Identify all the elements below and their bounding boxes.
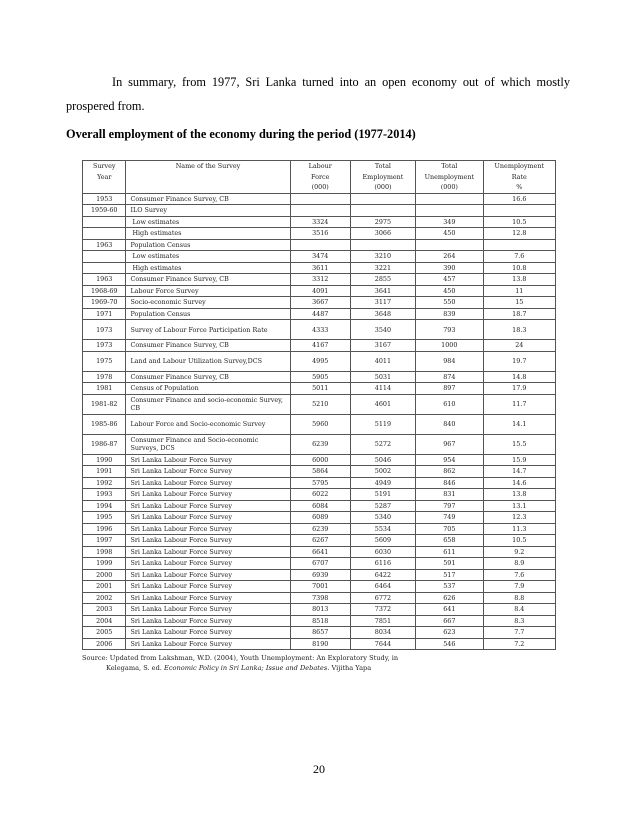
- rate-cell: 18.7: [483, 308, 555, 320]
- survey-name-cell: Sri Lanka Labour Force Survey: [126, 558, 290, 570]
- source-book-title: Economic Policy in Sri Lanka; Issue and Debates.: [164, 664, 330, 672]
- table-row: [83, 615, 556, 627]
- table-row: [83, 627, 556, 639]
- table-row: [83, 239, 556, 251]
- rate-cell: 13.8: [483, 274, 555, 286]
- survey-name-cell: Sri Lanka Labour Force Survey: [126, 466, 290, 478]
- rate-cell: 17.9: [483, 383, 555, 395]
- year-cell: 1973: [83, 320, 126, 340]
- survey-name-cell: Population Census: [126, 308, 290, 320]
- rate-cell: 8.8: [483, 592, 555, 604]
- unemployment-cell: 897: [416, 383, 484, 395]
- employment-cell: 8034: [350, 627, 415, 639]
- table-row: [83, 193, 556, 205]
- labour-force-cell: 5960: [290, 414, 350, 434]
- labour-force-cell: 8518: [290, 615, 350, 627]
- header-cell: Year: [83, 172, 126, 183]
- year-cell: 1981-82: [83, 394, 126, 414]
- unemployment-cell: [416, 205, 484, 217]
- year-cell: 1999: [83, 558, 126, 570]
- rate-cell: 9.2: [483, 546, 555, 558]
- rate-cell: 10.5: [483, 535, 555, 547]
- unemployment-cell: 846: [416, 477, 484, 489]
- paragraph-line-2: prospered from.: [66, 99, 145, 113]
- employment-cell: 5119: [350, 414, 415, 434]
- table-row: [83, 351, 556, 371]
- survey-name-cell: Consumer Finance Survey, CB: [126, 274, 290, 286]
- unemployment-cell: 862: [416, 466, 484, 478]
- labour-force-cell: 6939: [290, 569, 350, 581]
- unemployment-cell: 349: [416, 216, 484, 228]
- unemployment-cell: 546: [416, 638, 484, 650]
- header-cell: Survey: [83, 161, 126, 172]
- labour-force-cell: 6000: [290, 454, 350, 466]
- source-editor: Kelegama, S. ed.: [106, 664, 162, 672]
- year-cell: 2002: [83, 592, 126, 604]
- unemployment-cell: 537: [416, 581, 484, 593]
- labour-force-cell: 5905: [290, 371, 350, 383]
- survey-name-cell: Consumer Finance and socio-economic Survey, CB: [126, 394, 290, 414]
- unemployment-cell: 623: [416, 627, 484, 639]
- survey-name-cell: Sri Lanka Labour Force Survey: [126, 546, 290, 558]
- employment-cell: 7851: [350, 615, 415, 627]
- rate-cell: 18.3: [483, 320, 555, 340]
- employment-table: [82, 160, 556, 650]
- rate-cell: 19.7: [483, 351, 555, 371]
- labour-force-cell: 5210: [290, 394, 350, 414]
- source-prefix: Source: Updated from Lakshman, W.D. (2004), Youth Unemployment: An Exploratory Study, in: [82, 654, 399, 662]
- table-row: [83, 228, 556, 240]
- labour-force-cell: 3667: [290, 297, 350, 309]
- survey-name-cell: Sri Lanka Labour Force Survey: [126, 627, 290, 639]
- summary-paragraph: [66, 70, 570, 118]
- rate-cell: 7.9: [483, 581, 555, 593]
- year-cell: 1991: [83, 466, 126, 478]
- year-cell: 1992: [83, 477, 126, 489]
- year-cell: 1986-87: [83, 434, 126, 454]
- survey-name-cell: High estimates: [126, 228, 290, 240]
- rate-cell: 15.5: [483, 434, 555, 454]
- survey-name-cell: Socio-economic Survey: [126, 297, 290, 309]
- table-row: [83, 512, 556, 524]
- unemployment-cell: 591: [416, 558, 484, 570]
- unemployment-cell: 797: [416, 500, 484, 512]
- employment-cell: 5031: [350, 371, 415, 383]
- table-row: [83, 262, 556, 274]
- header-cell: (000): [416, 182, 484, 193]
- employment-cell: 5272: [350, 434, 415, 454]
- labour-force-cell: 4487: [290, 308, 350, 320]
- survey-name-cell: High estimates: [126, 262, 290, 274]
- year-cell: 2000: [83, 569, 126, 581]
- year-cell: 1998: [83, 546, 126, 558]
- survey-name-cell: Sri Lanka Labour Force Survey: [126, 638, 290, 650]
- table-row: [83, 371, 556, 383]
- unemployment-cell: 641: [416, 604, 484, 616]
- employment-cell: 4114: [350, 383, 415, 395]
- page-number: 20: [313, 762, 325, 776]
- table-row: [83, 489, 556, 501]
- unemployment-cell: 831: [416, 489, 484, 501]
- survey-name-cell: Population Census: [126, 239, 290, 251]
- rate-cell: 15: [483, 297, 555, 309]
- unemployment-cell: 457: [416, 274, 484, 286]
- labour-force-cell: 4995: [290, 351, 350, 371]
- table-row: [83, 216, 556, 228]
- labour-force-cell: 3516: [290, 228, 350, 240]
- employment-cell: 6116: [350, 558, 415, 570]
- year-cell: [83, 228, 126, 240]
- rate-cell: 11: [483, 285, 555, 297]
- rate-cell: 7.2: [483, 638, 555, 650]
- unemployment-cell: 658: [416, 535, 484, 547]
- header-cell: Unemployment: [483, 161, 555, 172]
- survey-name-cell: Low estimates: [126, 216, 290, 228]
- year-cell: 1975: [83, 351, 126, 371]
- unemployment-cell: 1000: [416, 340, 484, 352]
- year-cell: 2001: [83, 581, 126, 593]
- rate-cell: 14.8: [483, 371, 555, 383]
- table-row: [83, 308, 556, 320]
- year-cell: 2006: [83, 638, 126, 650]
- unemployment-cell: 840: [416, 414, 484, 434]
- year-cell: 1997: [83, 535, 126, 547]
- rate-cell: [483, 239, 555, 251]
- table-row: [83, 434, 556, 454]
- rate-cell: 14.7: [483, 466, 555, 478]
- table-source-note: [82, 653, 556, 673]
- unemployment-cell: [416, 239, 484, 251]
- employment-cell: 3066: [350, 228, 415, 240]
- table-row: [83, 454, 556, 466]
- rate-cell: 8.9: [483, 558, 555, 570]
- unemployment-cell: 705: [416, 523, 484, 535]
- year-cell: [83, 251, 126, 263]
- unemployment-cell: 626: [416, 592, 484, 604]
- header-cell: Name of the Survey: [126, 161, 290, 172]
- unemployment-cell: 390: [416, 262, 484, 274]
- employment-cell: 3210: [350, 251, 415, 263]
- survey-name-cell: Low estimates: [126, 251, 290, 263]
- rate-cell: 12.8: [483, 228, 555, 240]
- labour-force-cell: 8657: [290, 627, 350, 639]
- header-cell: Force: [290, 172, 350, 183]
- labour-force-cell: 5795: [290, 477, 350, 489]
- employment-cell: 5046: [350, 454, 415, 466]
- unemployment-cell: 450: [416, 228, 484, 240]
- survey-name-cell: Sri Lanka Labour Force Survey: [126, 489, 290, 501]
- year-cell: 1953: [83, 193, 126, 205]
- header-cell: Total: [350, 161, 415, 172]
- unemployment-cell: 793: [416, 320, 484, 340]
- table-row: [83, 285, 556, 297]
- header-row-2: [83, 172, 556, 183]
- rate-cell: 10.5: [483, 216, 555, 228]
- year-cell: 1990: [83, 454, 126, 466]
- survey-name-cell: Sri Lanka Labour Force Survey: [126, 581, 290, 593]
- rate-cell: 15.9: [483, 454, 555, 466]
- header-cell: [126, 182, 290, 193]
- survey-name-cell: Sri Lanka Labour Force Survey: [126, 569, 290, 581]
- labour-force-cell: 6239: [290, 523, 350, 535]
- table-row: [83, 546, 556, 558]
- employment-cell: 5287: [350, 500, 415, 512]
- header-cell: (000): [290, 182, 350, 193]
- rate-cell: 16.6: [483, 193, 555, 205]
- rate-cell: 12.3: [483, 512, 555, 524]
- employment-cell: 4601: [350, 394, 415, 414]
- labour-force-cell: 8013: [290, 604, 350, 616]
- survey-name-cell: Land and Labour Utilization Survey,DCS: [126, 351, 290, 371]
- table-row: [83, 205, 556, 217]
- header-row-3: [83, 182, 556, 193]
- rate-cell: 14.1: [483, 414, 555, 434]
- survey-name-cell: Sri Lanka Labour Force Survey: [126, 500, 290, 512]
- labour-force-cell: 3312: [290, 274, 350, 286]
- table-body: [83, 193, 556, 650]
- employment-cell: 6422: [350, 569, 415, 581]
- labour-force-cell: 6641: [290, 546, 350, 558]
- survey-name-cell: Consumer Finance and Socio-economic Surveys, DCS: [126, 434, 290, 454]
- unemployment-cell: 984: [416, 351, 484, 371]
- year-cell: 1963: [83, 239, 126, 251]
- table-row: [83, 320, 556, 340]
- table-row: [83, 383, 556, 395]
- employment-cell: 7372: [350, 604, 415, 616]
- header-cell: Unemployment: [416, 172, 484, 183]
- table-row: [83, 569, 556, 581]
- unemployment-cell: 954: [416, 454, 484, 466]
- labour-force-cell: 3474: [290, 251, 350, 263]
- employment-cell: 3117: [350, 297, 415, 309]
- unemployment-cell: 749: [416, 512, 484, 524]
- header-cell: [126, 172, 290, 183]
- employment-cell: 3540: [350, 320, 415, 340]
- labour-force-cell: 4333: [290, 320, 350, 340]
- year-cell: 1985-86: [83, 414, 126, 434]
- survey-name-cell: Sri Lanka Labour Force Survey: [126, 604, 290, 616]
- survey-name-cell: Consumer Finance Survey, CB: [126, 193, 290, 205]
- employment-cell: 5534: [350, 523, 415, 535]
- survey-name-cell: Labour Force and Socio-economic Survey: [126, 414, 290, 434]
- unemployment-cell: 264: [416, 251, 484, 263]
- rate-cell: 13.8: [483, 489, 555, 501]
- labour-force-cell: 7001: [290, 581, 350, 593]
- unemployment-cell: 839: [416, 308, 484, 320]
- year-cell: 2004: [83, 615, 126, 627]
- unemployment-cell: 610: [416, 394, 484, 414]
- rate-cell: 8.3: [483, 615, 555, 627]
- rate-cell: 11.7: [483, 394, 555, 414]
- survey-name-cell: Sri Lanka Labour Force Survey: [126, 454, 290, 466]
- header-cell: [83, 182, 126, 193]
- labour-force-cell: 3324: [290, 216, 350, 228]
- year-cell: 1996: [83, 523, 126, 535]
- year-cell: 1968-69: [83, 285, 126, 297]
- employment-cell: 3641: [350, 285, 415, 297]
- rate-cell: 7.6: [483, 569, 555, 581]
- employment-cell: 6772: [350, 592, 415, 604]
- survey-name-cell: Labour Force Survey: [126, 285, 290, 297]
- table-row: [83, 592, 556, 604]
- table-row: [83, 297, 556, 309]
- year-cell: 1969-70: [83, 297, 126, 309]
- labour-force-cell: 6022: [290, 489, 350, 501]
- year-cell: 1963: [83, 274, 126, 286]
- survey-name-cell: Consumer Finance Survey, CB: [126, 371, 290, 383]
- labour-force-cell: 8190: [290, 638, 350, 650]
- table-row: [83, 500, 556, 512]
- year-cell: 1981: [83, 383, 126, 395]
- table-row: [83, 251, 556, 263]
- year-cell: 1995: [83, 512, 126, 524]
- header-cell: Rate: [483, 172, 555, 183]
- employment-cell: 2975: [350, 216, 415, 228]
- employment-cell: 3221: [350, 262, 415, 274]
- year-cell: [83, 216, 126, 228]
- header-cell: Labour: [290, 161, 350, 172]
- unemployment-cell: 611: [416, 546, 484, 558]
- table-row: [83, 394, 556, 414]
- labour-force-cell: 4167: [290, 340, 350, 352]
- header-cell: (000): [350, 182, 415, 193]
- employment-cell: 2855: [350, 274, 415, 286]
- rate-cell: 13.1: [483, 500, 555, 512]
- labour-force-cell: 7398: [290, 592, 350, 604]
- header-row-1: [83, 161, 556, 172]
- labour-force-cell: 6239: [290, 434, 350, 454]
- source-publisher: Vijitha Yapa: [331, 664, 372, 672]
- rate-cell: 11.3: [483, 523, 555, 535]
- labour-force-cell: 4091: [290, 285, 350, 297]
- survey-name-cell: Census of Population: [126, 383, 290, 395]
- table-row: [83, 274, 556, 286]
- unemployment-cell: 550: [416, 297, 484, 309]
- labour-force-cell: 3611: [290, 262, 350, 274]
- survey-name-cell: Sri Lanka Labour Force Survey: [126, 535, 290, 547]
- table-row: [83, 604, 556, 616]
- survey-name-cell: Survey of Labour Force Participation Rate: [126, 320, 290, 340]
- unemployment-cell: 874: [416, 371, 484, 383]
- year-cell: 2005: [83, 627, 126, 639]
- year-cell: 1978: [83, 371, 126, 383]
- labour-force-cell: [290, 239, 350, 251]
- employment-cell: 4949: [350, 477, 415, 489]
- section-heading: Overall employment of the economy during the period (1977-2014): [66, 127, 416, 141]
- rate-cell: 7.6: [483, 251, 555, 263]
- labour-force-cell: 6267: [290, 535, 350, 547]
- employment-cell: [350, 205, 415, 217]
- header-cell: Employment: [350, 172, 415, 183]
- year-cell: 1973: [83, 340, 126, 352]
- employment-cell: 7644: [350, 638, 415, 650]
- paragraph-line-1: In summary, from 1977, Sri Lanka turned into an open economy out of which mostly: [112, 75, 570, 89]
- labour-force-cell: 6707: [290, 558, 350, 570]
- survey-name-cell: Sri Lanka Labour Force Survey: [126, 512, 290, 524]
- year-cell: 1971: [83, 308, 126, 320]
- labour-force-cell: [290, 205, 350, 217]
- unemployment-cell: 517: [416, 569, 484, 581]
- survey-name-cell: Sri Lanka Labour Force Survey: [126, 592, 290, 604]
- employment-cell: 3167: [350, 340, 415, 352]
- employment-cell: 5340: [350, 512, 415, 524]
- labour-force-cell: 5011: [290, 383, 350, 395]
- table-row: [83, 414, 556, 434]
- employment-cell: 6464: [350, 581, 415, 593]
- survey-name-cell: Consumer Finance Survey, CB: [126, 340, 290, 352]
- header-cell: Total: [416, 161, 484, 172]
- table-row: [83, 340, 556, 352]
- survey-name-cell: Sri Lanka Labour Force Survey: [126, 523, 290, 535]
- table-row: [83, 477, 556, 489]
- employment-cell: [350, 193, 415, 205]
- employment-cell: 5002: [350, 466, 415, 478]
- unemployment-cell: [416, 193, 484, 205]
- survey-name-cell: ILO Survey: [126, 205, 290, 217]
- year-cell: 1993: [83, 489, 126, 501]
- employment-cell: 5191: [350, 489, 415, 501]
- labour-force-cell: 6089: [290, 512, 350, 524]
- year-cell: 1959-60: [83, 205, 126, 217]
- year-cell: 1994: [83, 500, 126, 512]
- labour-force-cell: 6084: [290, 500, 350, 512]
- employment-cell: [350, 239, 415, 251]
- unemployment-cell: 450: [416, 285, 484, 297]
- table-row: [83, 535, 556, 547]
- rate-cell: [483, 205, 555, 217]
- year-cell: 2003: [83, 604, 126, 616]
- year-cell: [83, 262, 126, 274]
- survey-name-cell: Sri Lanka Labour Force Survey: [126, 615, 290, 627]
- header-cell: %: [483, 182, 555, 193]
- table-row: [83, 523, 556, 535]
- rate-cell: 7.7: [483, 627, 555, 639]
- rate-cell: 24: [483, 340, 555, 352]
- table-row: [83, 466, 556, 478]
- labour-force-cell: 5864: [290, 466, 350, 478]
- survey-name-cell: Sri Lanka Labour Force Survey: [126, 477, 290, 489]
- employment-cell: 4011: [350, 351, 415, 371]
- rate-cell: 10.8: [483, 262, 555, 274]
- table-row: [83, 581, 556, 593]
- table-row: [83, 638, 556, 650]
- table-row: [83, 558, 556, 570]
- employment-cell: 6030: [350, 546, 415, 558]
- rate-cell: 14.6: [483, 477, 555, 489]
- employment-cell: 5609: [350, 535, 415, 547]
- unemployment-cell: 967: [416, 434, 484, 454]
- employment-table-figure: [82, 160, 556, 673]
- unemployment-cell: 667: [416, 615, 484, 627]
- labour-force-cell: [290, 193, 350, 205]
- employment-cell: 3648: [350, 308, 415, 320]
- rate-cell: 8.4: [483, 604, 555, 616]
